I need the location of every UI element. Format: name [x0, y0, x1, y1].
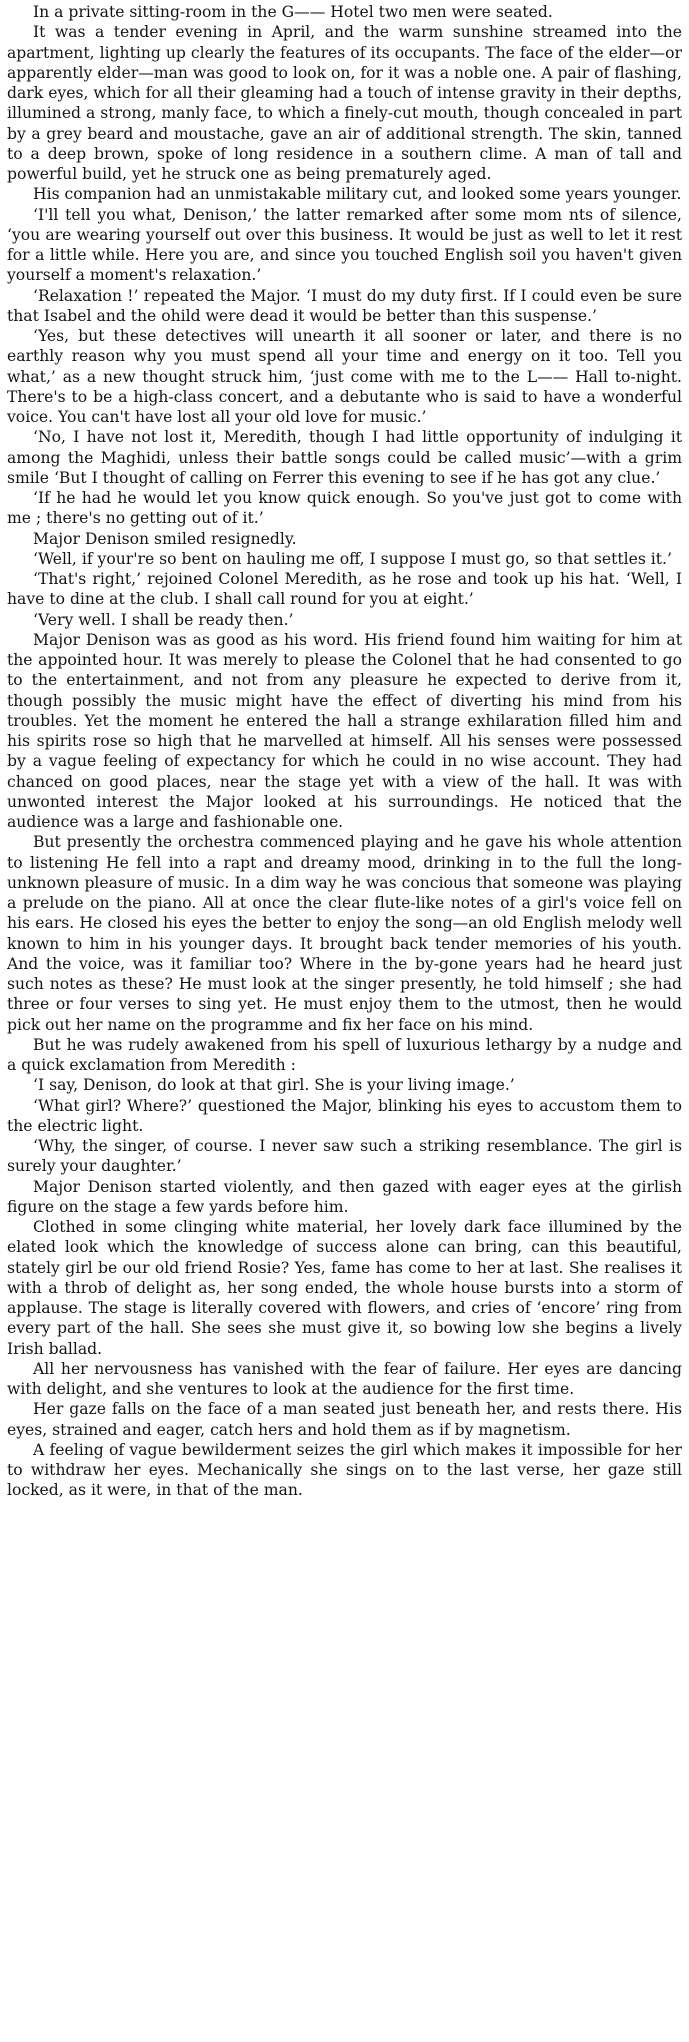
paragraph: ‘No, I have not lost it, Meredith, though I had little opportunity of indulging it among the Maghidi, unless their battle songs could be called music’—with a grim smile ‘But I thought of calling on Ferrer this evening to see if he has got any clue.’	[7, 428, 682, 487]
paragraph: ‘If he had he would let you know quick enough. So you've just got to come with me ; there's no getting out of it.’	[7, 489, 682, 528]
paragraph: It was a tender evening in April, and the warm sunshine streamed into the apartment, lighting up clearly the features of its occupants. The face of the elder—or apparently elder—man was good to look on, for it was a noble one. A pair of flashing, dark eyes, which for all their gleaming had a touch of intense gravity in their depths, illumined a strong, manly face, to which a finely-cut mouth, though concealed in part by a grey beard and moustache, gave an air of additional strength. The skin, tanned to a deep brown, spoke of long residence in a southern clime. A man of tall and powerful build, yet he struck one as being prematurely aged.	[7, 23, 682, 183]
paragraph: ‘I say, Denison, do look at that girl. She is your living image.’	[33, 1076, 515, 1095]
paragraph: But he was rudely awakened from his spell of luxurious lethargy by a nudge and a quick exclamation from Meredith :	[7, 1035, 682, 1074]
paragraph: ‘Yes, but these detectives will unearth it all sooner or later, and there is no earthly reason why you must spend all your time and energy on it too. Tell you what,’ as a new thought struck him, ‘just come with me to the L—— Hall to-night. There's to be a high-class concert, and a debutante who is said to have a wonderful voice. You can't have lost all your old love for music.’	[7, 327, 682, 426]
paragraph: Major Denison smiled resignedly.	[33, 529, 297, 548]
paragraph: ‘I'll tell you what, Denison,’ the latter remarked after some mom nts of silence, ‘you are wearing yourself out over this business. It would be just as well to let it rest for a little while. Here you are, and since you touched English soil you haven't given yourself a moment's relaxation.’	[7, 205, 682, 285]
paragraph: His companion had an unmistakable military cut, and looked some years younger.	[33, 185, 682, 204]
paragraph: A feeling of vague bewilderment seizes the girl which makes it impossible for her to withdraw her eyes. Mechanically she sings on to the last verse, her gaze still locked, as it were, in that of the man.	[7, 1440, 682, 1500]
paragraph: ‘What girl? Where?’ questioned the Major, blinking his eyes to accustom them to the electric light.	[7, 1096, 682, 1135]
paragraph: ‘Very well. I shall be ready then.’	[33, 610, 294, 629]
paragraph: ‘That's right,’ rejoined Colonel Meredith, as he rose and took up his hat. ‘Well, I have to dine at the club. I shall call round for you at eight.’	[7, 570, 682, 609]
paragraph: ‘Why, the singer, of course. I never saw such a striking resemblance. The girl is surely your daughter.’	[7, 1137, 682, 1176]
paragraph: Major Denison started violently, and then gazed with eager eyes at the girlish figure on the stage a few yards before him.	[7, 1177, 682, 1216]
paragraph: In a private sitting-room in the G—— Hotel two men were seated.	[33, 3, 553, 21]
paragraph: ‘Well, if your're so bent on hauling me off, I suppose I must go, so that settles it.’	[33, 549, 672, 568]
paragraph: Major Denison was as good as his word. His friend found him waiting for him at the appointed hour. It was merely to please the Colonel that he had consented to go to the entertainment, and not from any pleasure he expected to derive from it, though possibly the music might have the effect of diverting his mind from his troubles. Yet the moment he entered the hall a strange exhilaration filled him and his spirits rose so high that he marvelled at himself. All his senses were possessed by a vague feeling of expectancy for which he could in no wise account. They had chanced on good places, near the stage yet with a view of the hall. It was with unwonted interest the Major looked at his surroundings. He noticed that the audience was a large and fashionable one.	[7, 630, 682, 831]
paragraph: ‘Relaxation !’ repeated the Major. ‘I must do my duty first. If I could even be sure that Isabel and the ohild were dead it would be better than this suspense.’	[7, 286, 682, 325]
paragraph: All her nervousness has vanished with the fear of failure. Her eyes are dancing with delight, and she ventures to look at the audience for the first time.	[7, 1359, 682, 1398]
paragraph: But presently the orchestra commenced playing and he gave his whole attention to listening He fell into a rapt and dreamy mood, drinking in to the full the long-unknown pleasure of music. In a dim way he was concious that someone was playing a prelude on the piano. All at once the clear flute-like notes of a girl's voice fell on his ears. He closed his eyes the better to enjoy the song—an old English melody well known to him in his younger days. It brought back tender memories of his youth. And the voice, was it familiar too? Where in the by-gone years had he heard just such notes as these? He must look at the singer presently, he told himself ; she had three or four verses to sing yet. He must enjoy them to the utmost, then he would pick out her name on the programme and fix her face on his mind.	[7, 833, 682, 1034]
paragraph: Clothed in some clinging white material, her lovely dark face illumined by the elated look which the knowledge of success alone can bring, can this beautiful, stately girl be our old friend Rosie? Yes, fame has come to her at last. She realises it with a throb of delight as, her song ended, the whole house bursts into a storm of applause. The stage is literally covered with flowers, and cries of ‘encore’ ring from every part of the hall. She sees she must give it, so bowing low she begins a lively Irish ballad.	[7, 1218, 682, 1358]
paragraph: Her gaze falls on the face of a man seated just beneath her, and rests there. His eyes, strained and eager, catch hers and hold them as if by magnetism.	[7, 1400, 682, 1439]
